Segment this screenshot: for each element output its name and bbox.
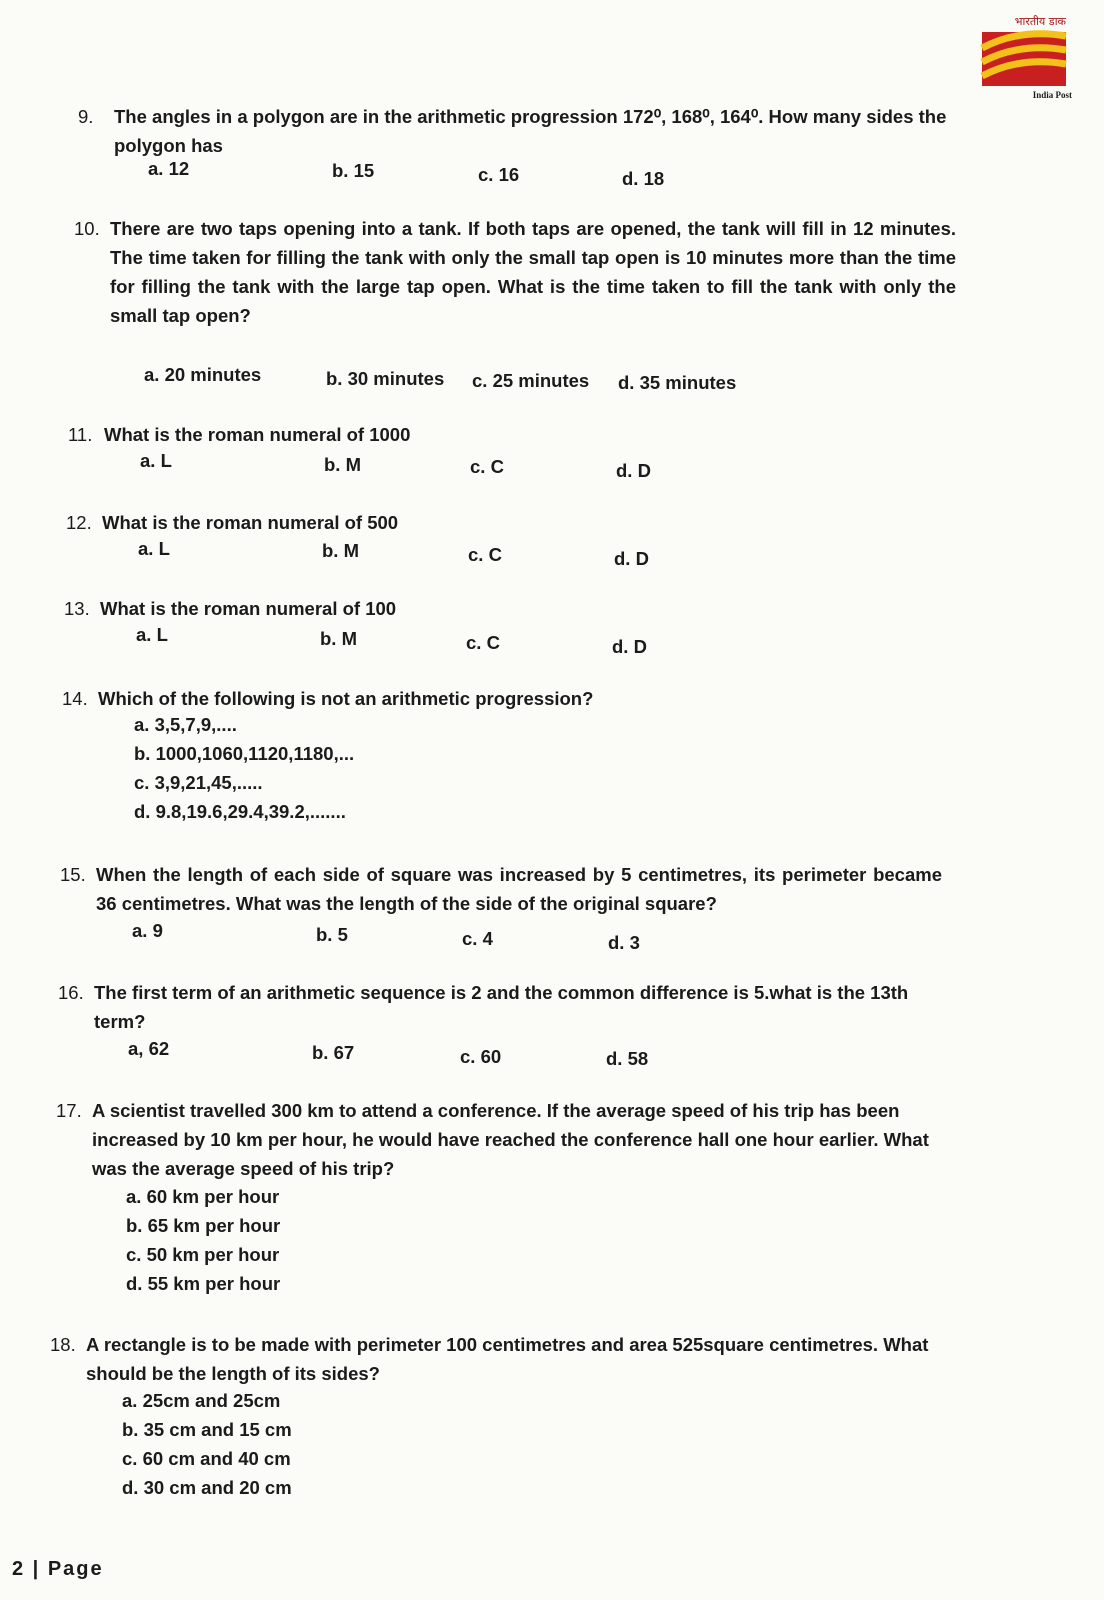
option-c: c. 4 — [462, 928, 493, 949]
option-a: a. 60 km per hour — [126, 1186, 280, 1207]
option-b: b. M — [320, 628, 357, 649]
option-c: c. C — [466, 632, 500, 653]
option-b: b. 5 — [316, 924, 348, 945]
question-number: 13. — [64, 598, 90, 619]
question-text: What is the roman numeral of 1000 — [104, 424, 411, 445]
option-b: b. M — [324, 454, 361, 475]
option-c: c. 60 — [460, 1046, 502, 1067]
question-text: What is the roman numeral of 100 — [100, 598, 397, 619]
option-a: a. 12 — [148, 158, 190, 179]
question-12 — [66, 508, 946, 537]
option-a: a, 62 — [128, 1038, 170, 1059]
option-a: a. L — [136, 624, 168, 645]
option-c: c. C — [468, 544, 502, 565]
question-text: What is the roman numeral of 500 — [102, 512, 399, 533]
question-number: 14. — [62, 688, 88, 709]
option-d: d. 35 minutes — [618, 372, 737, 393]
question-text: The first term of an arithmetic sequence is 2 and the common difference is 5.what is the 13th term? — [94, 982, 909, 1032]
question-number: 17. — [56, 1100, 82, 1121]
option-d: d. 30 cm and 20 cm — [122, 1477, 292, 1498]
option-b: b. 30 minutes — [326, 368, 445, 389]
option-d: d. 18 — [622, 168, 665, 189]
option-c: c. 16 — [478, 164, 520, 185]
option-a: a. 3,5,7,9,.... — [134, 714, 237, 735]
options-list — [134, 710, 354, 826]
page-footer: 2 | Page — [12, 1558, 104, 1580]
question-text: When the length of each side of square was increased by 5 centimetres, its perimeter became 36 centimetres. What was the length of the side of the original square? — [96, 864, 942, 914]
option-a: a. 9 — [132, 920, 163, 941]
option-d: d. D — [616, 460, 651, 481]
option-c: c. C — [470, 456, 504, 477]
logo-english-text: India Post — [1032, 90, 1072, 100]
options-list — [122, 1386, 292, 1502]
question-18 — [50, 1330, 950, 1388]
question-number: 15. — [60, 864, 86, 885]
option-b: b. M — [322, 540, 359, 561]
option-d: d. D — [614, 548, 649, 569]
question-13 — [64, 594, 944, 623]
option-a: a. 25cm and 25cm — [122, 1390, 281, 1411]
option-b: b. 35 cm and 15 cm — [122, 1419, 292, 1440]
question-number: 18. — [50, 1334, 76, 1355]
option-b: b. 65 km per hour — [126, 1215, 281, 1236]
option-d: d. D — [612, 636, 647, 657]
option-a: a. 20 minutes — [144, 364, 262, 385]
question-number: 10. — [74, 218, 100, 239]
india-post-emblem-icon — [980, 28, 1070, 88]
option-d: d. 9.8,19.6,29.4,39.2,....... — [134, 801, 346, 822]
option-b: b. 67 — [312, 1042, 355, 1063]
question-text: The angles in a polygon are in the arithmetic progression 172⁰, 168⁰, 164⁰. How many sides the polygon has — [114, 106, 947, 156]
question-9 — [78, 102, 968, 160]
question-number: 9. — [78, 106, 94, 127]
logo-hindi-text: भारतीय डाक — [1014, 15, 1066, 28]
option-a: a. L — [140, 450, 172, 471]
option-d: d. 58 — [606, 1048, 649, 1069]
options-list — [126, 1182, 280, 1298]
option-c: c. 25 minutes — [472, 370, 590, 391]
question-text: Which of the following is not an arithmetic progression? — [98, 688, 594, 709]
question-15 — [60, 860, 950, 918]
question-text: A rectangle is to be made with perimeter 100 centimetres and area 525square centimetres. What should be the length of its sides? — [86, 1334, 929, 1384]
option-b: b. 15 — [332, 160, 375, 181]
option-d: d. 55 km per hour — [126, 1273, 281, 1294]
question-number: 11. — [68, 424, 93, 445]
option-c: c. 3,9,21,45,..... — [134, 772, 263, 793]
option-c: c. 50 km per hour — [126, 1244, 280, 1265]
question-number: 12. — [66, 512, 92, 533]
option-d: d. 3 — [608, 932, 640, 953]
question-11 — [68, 420, 948, 449]
option-a: a. L — [138, 538, 170, 559]
question-17 — [56, 1096, 946, 1183]
option-c: c. 60 cm and 40 cm — [122, 1448, 291, 1469]
question-text: A scientist travelled 300 km to attend a conference. If the average speed of his trip has been increased by 10 km per hour, he would have reached the conference hall one hour earlier. What was the average speed of his trip? — [92, 1100, 929, 1179]
question-14 — [62, 684, 942, 713]
question-text: There are two taps opening into a tank. If both taps are opened, the tank will fill in 12 minutes. The time taken for filling the tank with only the small tap open is 10 minutes more than the time for filling the tank with the large tap open. What is the time taken to fill the tank with only the small tap open? — [110, 218, 956, 326]
option-b: b. 1000,1060,1120,1180,... — [134, 743, 355, 764]
question-number: 16. — [58, 982, 84, 1003]
question-10 — [74, 214, 964, 330]
question-16 — [58, 978, 948, 1036]
india-post-logo — [980, 14, 1074, 100]
